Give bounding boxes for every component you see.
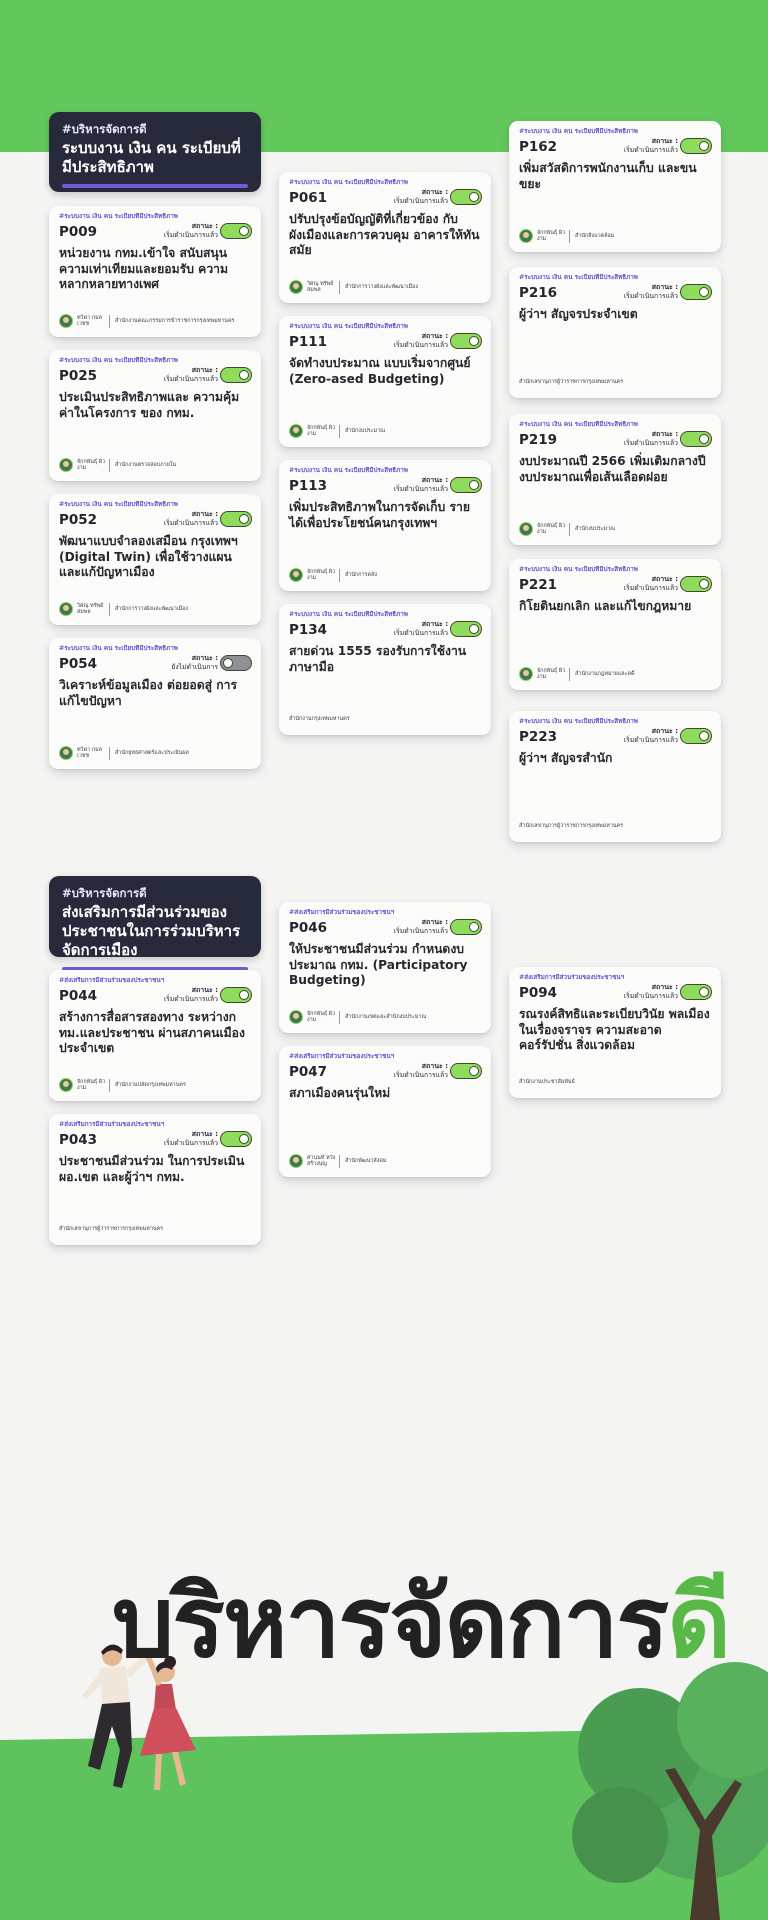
responsible-office: สำนักพัฒนาสังคม: [345, 1158, 387, 1164]
policy-code: P044: [59, 988, 98, 1004]
avatar: [59, 602, 73, 616]
policy-code: P054: [59, 656, 98, 672]
responsible-person: จักกพันธุ์ ผิวงาม: [307, 1010, 336, 1023]
card-tag: #ระบบงาน เงิน คน ระเบียบที่มีประสิทธิภาพ: [519, 274, 638, 281]
section-title: ระบบงาน เงิน คน ระเบียบที่มีประสิทธิภาพ: [62, 139, 241, 176]
status-label: สถานะ :: [651, 727, 678, 735]
avatar: [289, 280, 303, 294]
status-toggle[interactable]: [680, 576, 712, 592]
responsible-office: สำนักงบประมาณ: [345, 428, 386, 434]
status-toggle[interactable]: [680, 138, 712, 154]
footer-title-accent: ดี: [667, 1566, 729, 1680]
status-label: สถานะ :: [651, 430, 678, 438]
status-label: สถานะ :: [191, 222, 218, 230]
section-tag: #บริหารจัดการดี: [62, 122, 147, 136]
policy-code: P162: [519, 139, 558, 155]
avatar: [289, 1154, 303, 1168]
card-tag: #ระบบงาน เงิน คน ระเบียบที่มีประสิทธิภาพ: [519, 718, 638, 725]
responsible-office: สำนักการวางผังและพัฒนาเมือง: [345, 284, 419, 290]
status-label: สถานะ :: [191, 1130, 218, 1138]
status-toggle[interactable]: [450, 919, 482, 935]
policy-description: รณรงค์สิทธิและระเบียบวินัย พลเมืองในเรื่องจราจร ความสะอาด คอร์รัปชั่น สิ่งแวดล้อม: [519, 1007, 710, 1052]
section-tag: #บริหารจัดการดี: [62, 886, 147, 900]
status-value: เริ่มดำเนินการแล้ว: [393, 341, 448, 349]
policy-code: P094: [519, 985, 558, 1001]
responsible-person: จักกพันธุ์ ผิวงาม: [537, 522, 566, 535]
policy-code: P223: [519, 729, 558, 745]
status-label: สถานะ :: [191, 986, 218, 994]
card-tag: #ระบบงาน เงิน คน ระเบียบที่มีประสิทธิภาพ: [519, 421, 638, 428]
footer-title: [112, 1568, 729, 1678]
policy-code: P061: [289, 190, 328, 206]
status-value: เริ่มดำเนินการแล้ว: [623, 992, 678, 1000]
card-tag: #ระบบงาน เงิน คน ระเบียบที่มีประสิทธิภาพ: [59, 357, 178, 364]
status-toggle[interactable]: [680, 728, 712, 744]
responsible-office: สำนักงานคณะกรรมการข้าราชการกรุงเทพมหานคร: [115, 318, 235, 324]
status-toggle[interactable]: [450, 189, 482, 205]
responsible-office: สำนักการคลัง: [345, 572, 377, 578]
status-value: เริ่มดำเนินการแล้ว: [163, 375, 218, 383]
status-label: สถานะ :: [191, 510, 218, 518]
status-toggle[interactable]: [680, 431, 712, 447]
status-label: สถานะ :: [421, 332, 448, 340]
status-label: สถานะ :: [651, 575, 678, 583]
policy-card-p025[interactable]: [49, 350, 261, 481]
status-value: เริ่มดำเนินการแล้ว: [393, 197, 448, 205]
responsible-person: ทวิดา กมลเวชช: [77, 746, 102, 759]
card-tag: #ระบบงาน เงิน คน ระเบียบที่มีประสิทธิภาพ: [59, 213, 178, 220]
status-label: สถานะ :: [421, 1062, 448, 1070]
policy-card-p009[interactable]: [49, 206, 261, 337]
policy-card-p113[interactable]: [279, 460, 491, 591]
policy-card-p219[interactable]: [509, 414, 721, 545]
status-toggle[interactable]: [220, 367, 252, 383]
status-value: เริ่มดำเนินการแล้ว: [163, 519, 218, 527]
responsible-office: สำนักงานประชาสัมพันธ์: [519, 1079, 575, 1085]
avatar: [519, 522, 533, 536]
responsible-office: สำนักเลขานุการผู้ว่าราชการกรุงเทพมหานคร: [519, 379, 624, 385]
policy-code: P047: [289, 1064, 328, 1080]
status-toggle[interactable]: [450, 621, 482, 637]
policy-code: P111: [289, 334, 328, 350]
policy-card-p046[interactable]: [279, 902, 491, 1033]
policy-code: P113: [289, 478, 328, 494]
policy-description: พัฒนาแบบจำลองเสมือน กรุงเทพฯ (Digital Twin) เพื่อใช้วางแผนและแก้ปัญหาเมือง: [59, 534, 238, 579]
status-value: เริ่มดำเนินการแล้ว: [623, 292, 678, 300]
man-arm: [82, 1672, 104, 1699]
tree-foliage: [572, 1787, 668, 1883]
status-value: เริ่มดำเนินการแล้ว: [623, 146, 678, 154]
status-label: สถานะ :: [421, 620, 448, 628]
policy-description: ผู้ว่าฯ สัญจรสำนัก: [519, 751, 613, 765]
status-value: เริ่มดำเนินการแล้ว: [393, 1071, 448, 1079]
avatar: [59, 1078, 73, 1092]
responsible-person: จักกพันธุ์ ผิวงาม: [537, 667, 566, 680]
policy-card-p111[interactable]: [279, 316, 491, 447]
status-label: สถานะ :: [191, 366, 218, 374]
status-value: เริ่มดำเนินการแล้ว: [163, 1139, 218, 1147]
responsible-office: สำนักงานปลัดกรุงเทพมหานคร: [115, 1082, 186, 1088]
status-toggle[interactable]: [220, 223, 252, 239]
card-tag: #ระบบงาน เงิน คน ระเบียบที่มีประสิทธิภาพ: [519, 128, 638, 135]
policy-description: สภาเมืองคนรุ่นใหม่: [289, 1086, 391, 1100]
status-toggle[interactable]: [450, 477, 482, 493]
responsible-person: จักกพันธุ์ ผิวงาม: [77, 1078, 106, 1091]
status-value: เริ่มดำเนินการแล้ว: [623, 736, 678, 744]
policy-code: P009: [59, 224, 98, 240]
policy-description: หน่วยงาน กทม.เข้าใจ สนับสนุน ความเท่าเทียมและยอมรับ ความหลากหลายทางเพศ: [59, 246, 229, 291]
card-tag: #ระบบงาน เงิน คน ระเบียบที่มีประสิทธิภาพ: [59, 501, 178, 508]
section-header-participation: [49, 876, 261, 957]
policy-code: P216: [519, 285, 558, 301]
avatar: [519, 667, 533, 681]
policy-code: P025: [59, 368, 98, 384]
status-value: เริ่มดำเนินการแล้ว: [393, 629, 448, 637]
responsible-person: จักกพันธุ์ ผิวงาม: [77, 458, 106, 471]
policy-description: เพิ่มสวัสดิการพนักงานเก็บ และขนขยะ: [519, 161, 697, 191]
card-tag: #ส่งเสริมการมีส่วนร่วมของประชาชนฯ: [289, 1053, 395, 1060]
status-value: เริ่มดำเนินการแล้ว: [623, 439, 678, 447]
policy-description: กิโยตินยกเลิก และแก้ไขกฎหมาย: [519, 599, 692, 613]
status-value: เริ่มดำเนินการแล้ว: [623, 584, 678, 592]
woman-top: [154, 1684, 176, 1710]
responsible-person: จักกพันธุ์ ผิวงาม: [307, 568, 336, 581]
status-toggle[interactable]: [220, 987, 252, 1003]
policy-card-p052[interactable]: [49, 494, 261, 625]
status-toggle[interactable]: [220, 655, 252, 671]
policy-code: P046: [289, 920, 328, 936]
responsible-person: วิศณุ ทรัพย์สมพล: [307, 280, 334, 293]
avatar: [289, 568, 303, 582]
card-tag: #ระบบงาน เงิน คน ระเบียบที่มีประสิทธิภาพ: [289, 179, 408, 186]
responsible-office: สำนักงบประมาณ: [575, 526, 616, 532]
policy-code: P043: [59, 1132, 98, 1148]
policy-code: P219: [519, 432, 558, 448]
card-tag: #ส่งเสริมการมีส่วนร่วมของประชาชนฯ: [289, 909, 395, 916]
responsible-office: สำนักงานกฎหมายและคดี: [575, 671, 635, 677]
avatar: [59, 458, 73, 472]
status-label: สถานะ :: [191, 654, 218, 662]
policy-description: ให้ประชาชนมีส่วนร่วม กำหนดงบประมาณ กทม. (Participatory Budgeting): [289, 942, 468, 987]
responsible-office: สำนักยุทธศาสตร์และประเมินผล: [115, 750, 189, 756]
status-value: ยังไม่ดำเนินการ: [171, 663, 218, 671]
card-tag: #ระบบงาน เงิน คน ระเบียบที่มีประสิทธิภาพ: [519, 566, 638, 573]
status-label: สถานะ :: [421, 188, 448, 196]
card-tag: #ระบบงาน เงิน คน ระเบียบที่มีประสิทธิภาพ: [289, 611, 408, 618]
policy-description: วิเคราะห์ข้อมูลเมือง ต่อยอดสู่ การแก้ไขปัญหา: [59, 678, 238, 708]
responsible-office: สำนักเลขานุการผู้ว่าราชการกรุงเทพมหานคร: [519, 823, 624, 829]
policy-code: P221: [519, 577, 558, 593]
responsible-person: จักกพันธุ์ ผิวงาม: [307, 424, 336, 437]
status-toggle[interactable]: [220, 1131, 252, 1147]
responsible-office: สำนักเลขานุการผู้ว่าราชการกรุงเทพมหานคร: [59, 1226, 164, 1232]
policy-code: P134: [289, 622, 328, 638]
responsible-office: สำนักการวางผังและพัฒนาเมือง: [115, 606, 189, 612]
card-tag: #ส่งเสริมการมีส่วนร่วมของประชาชนฯ: [519, 974, 625, 981]
policy-description: สายด่วน 1555 รองรับการใช้งานภาษามือ: [289, 644, 467, 674]
policy-description: จัดทำงบประมาณ แบบเริ่มจากศูนย์ (Zero-ased Budgeting): [289, 356, 471, 386]
responsible-office: สำนักสิ่งแวดล้อม: [575, 233, 615, 239]
status-value: เริ่มดำเนินการแล้ว: [393, 927, 448, 935]
policy-card-p221[interactable]: [509, 559, 721, 690]
policy-card-p054[interactable]: [49, 638, 261, 769]
status-toggle[interactable]: [680, 284, 712, 300]
policy-card-p162[interactable]: [509, 121, 721, 252]
responsible-office: สำนักงานเขตและสำนักงบประมาณ: [345, 1014, 427, 1020]
responsible-person: ศานนท์ หวังสร้างบุญ: [307, 1154, 336, 1167]
policy-description: สร้างการสื่อสารสองทาง ระหว่างกทม.และประชาชน ผ่านสภาคนเมืองประจำเขต: [59, 1010, 245, 1055]
responsible-office: สำนักงานกรุงเทพมหานคร: [289, 716, 350, 722]
responsible-person: จักกพันธุ์ ผิวงาม: [537, 229, 566, 242]
card-tag: #ส่งเสริมการมีส่วนร่วมของประชาชนฯ: [59, 1121, 165, 1128]
status-label: สถานะ :: [651, 283, 678, 291]
policy-description: ผู้ว่าฯ สัญจรประจำเขต: [519, 307, 638, 321]
policy-code: P052: [59, 512, 98, 528]
policy-card-p044[interactable]: [49, 970, 261, 1101]
card-tag: #ส่งเสริมการมีส่วนร่วมของประชาชนฯ: [59, 977, 165, 984]
avatar: [289, 1010, 303, 1024]
policy-card-p047[interactable]: [279, 1046, 491, 1177]
policy-description: งบประมาณปี 2566 เพิ่มเติมกลางปี งบประมาณเพื่อเส้นเลือดฝอย: [519, 454, 706, 484]
footer-title-main: บริหารจัดการ: [112, 1566, 668, 1680]
card-tag: #ระบบงาน เงิน คน ระเบียบที่มีประสิทธิภาพ: [59, 645, 178, 652]
policy-description: ปรับปรุงข้อบัญญัติที่เกี่ยวข้อง กับผังเมืองและการควบคุม อาคารให้ทันสมัย: [289, 212, 480, 257]
woman-dress: [140, 1708, 196, 1756]
section-title: ส่งเสริมการมีส่วนร่วมของประชาชนในการร่วมบริหารจัดการเมือง: [62, 903, 241, 959]
policy-card-p043[interactable]: [49, 1114, 261, 1245]
card-tag: #ระบบงาน เงิน คน ระเบียบที่มีประสิทธิภาพ: [289, 467, 408, 474]
policy-card-p216[interactable]: [509, 267, 721, 398]
policy-description: ประเมินประสิทธิภาพและ ความคุ้มค่าในโครงการ ของ กทม.: [59, 390, 240, 420]
status-toggle[interactable]: [220, 511, 252, 527]
avatar: [289, 424, 303, 438]
policy-description: ประชาชนมีส่วนร่วม ในการประเมิน ผอ.เขต และผู้ว่าฯ กทม.: [59, 1154, 245, 1184]
avatar: [59, 746, 73, 760]
status-label: สถานะ :: [421, 476, 448, 484]
policy-card-p061[interactable]: [279, 172, 491, 303]
status-value: เริ่มดำเนินการแล้ว: [393, 485, 448, 493]
section-underline: [62, 184, 248, 188]
policy-card-p094[interactable]: [509, 967, 721, 1098]
avatar: [519, 229, 533, 243]
status-label: สถานะ :: [651, 983, 678, 991]
status-value: เริ่มดำเนินการแล้ว: [163, 231, 218, 239]
card-tag: #ระบบงาน เงิน คน ระเบียบที่มีประสิทธิภาพ: [289, 323, 408, 330]
avatar: [59, 314, 73, 328]
status-toggle[interactable]: [450, 333, 482, 349]
policy-card-p134[interactable]: [279, 604, 491, 735]
status-label: สถานะ :: [421, 918, 448, 926]
section-header-efficiency: [49, 112, 261, 192]
responsible-office: สำนักงานตรวจสอบภายใน: [115, 462, 177, 468]
policy-card-p223[interactable]: [509, 711, 721, 842]
status-label: สถานะ :: [651, 137, 678, 145]
status-toggle[interactable]: [450, 1063, 482, 1079]
responsible-person: วิศณุ ทรัพย์สมพล: [77, 602, 104, 615]
status-value: เริ่มดำเนินการแล้ว: [163, 995, 218, 1003]
responsible-person: ทวิดา กมลเวชช: [77, 314, 102, 327]
status-toggle[interactable]: [680, 984, 712, 1000]
policy-description: เพิ่มประสิทธิภาพในการจัดเก็บ รายได้เพื่อประโยชน์คนกรุงเทพฯ: [289, 500, 471, 530]
